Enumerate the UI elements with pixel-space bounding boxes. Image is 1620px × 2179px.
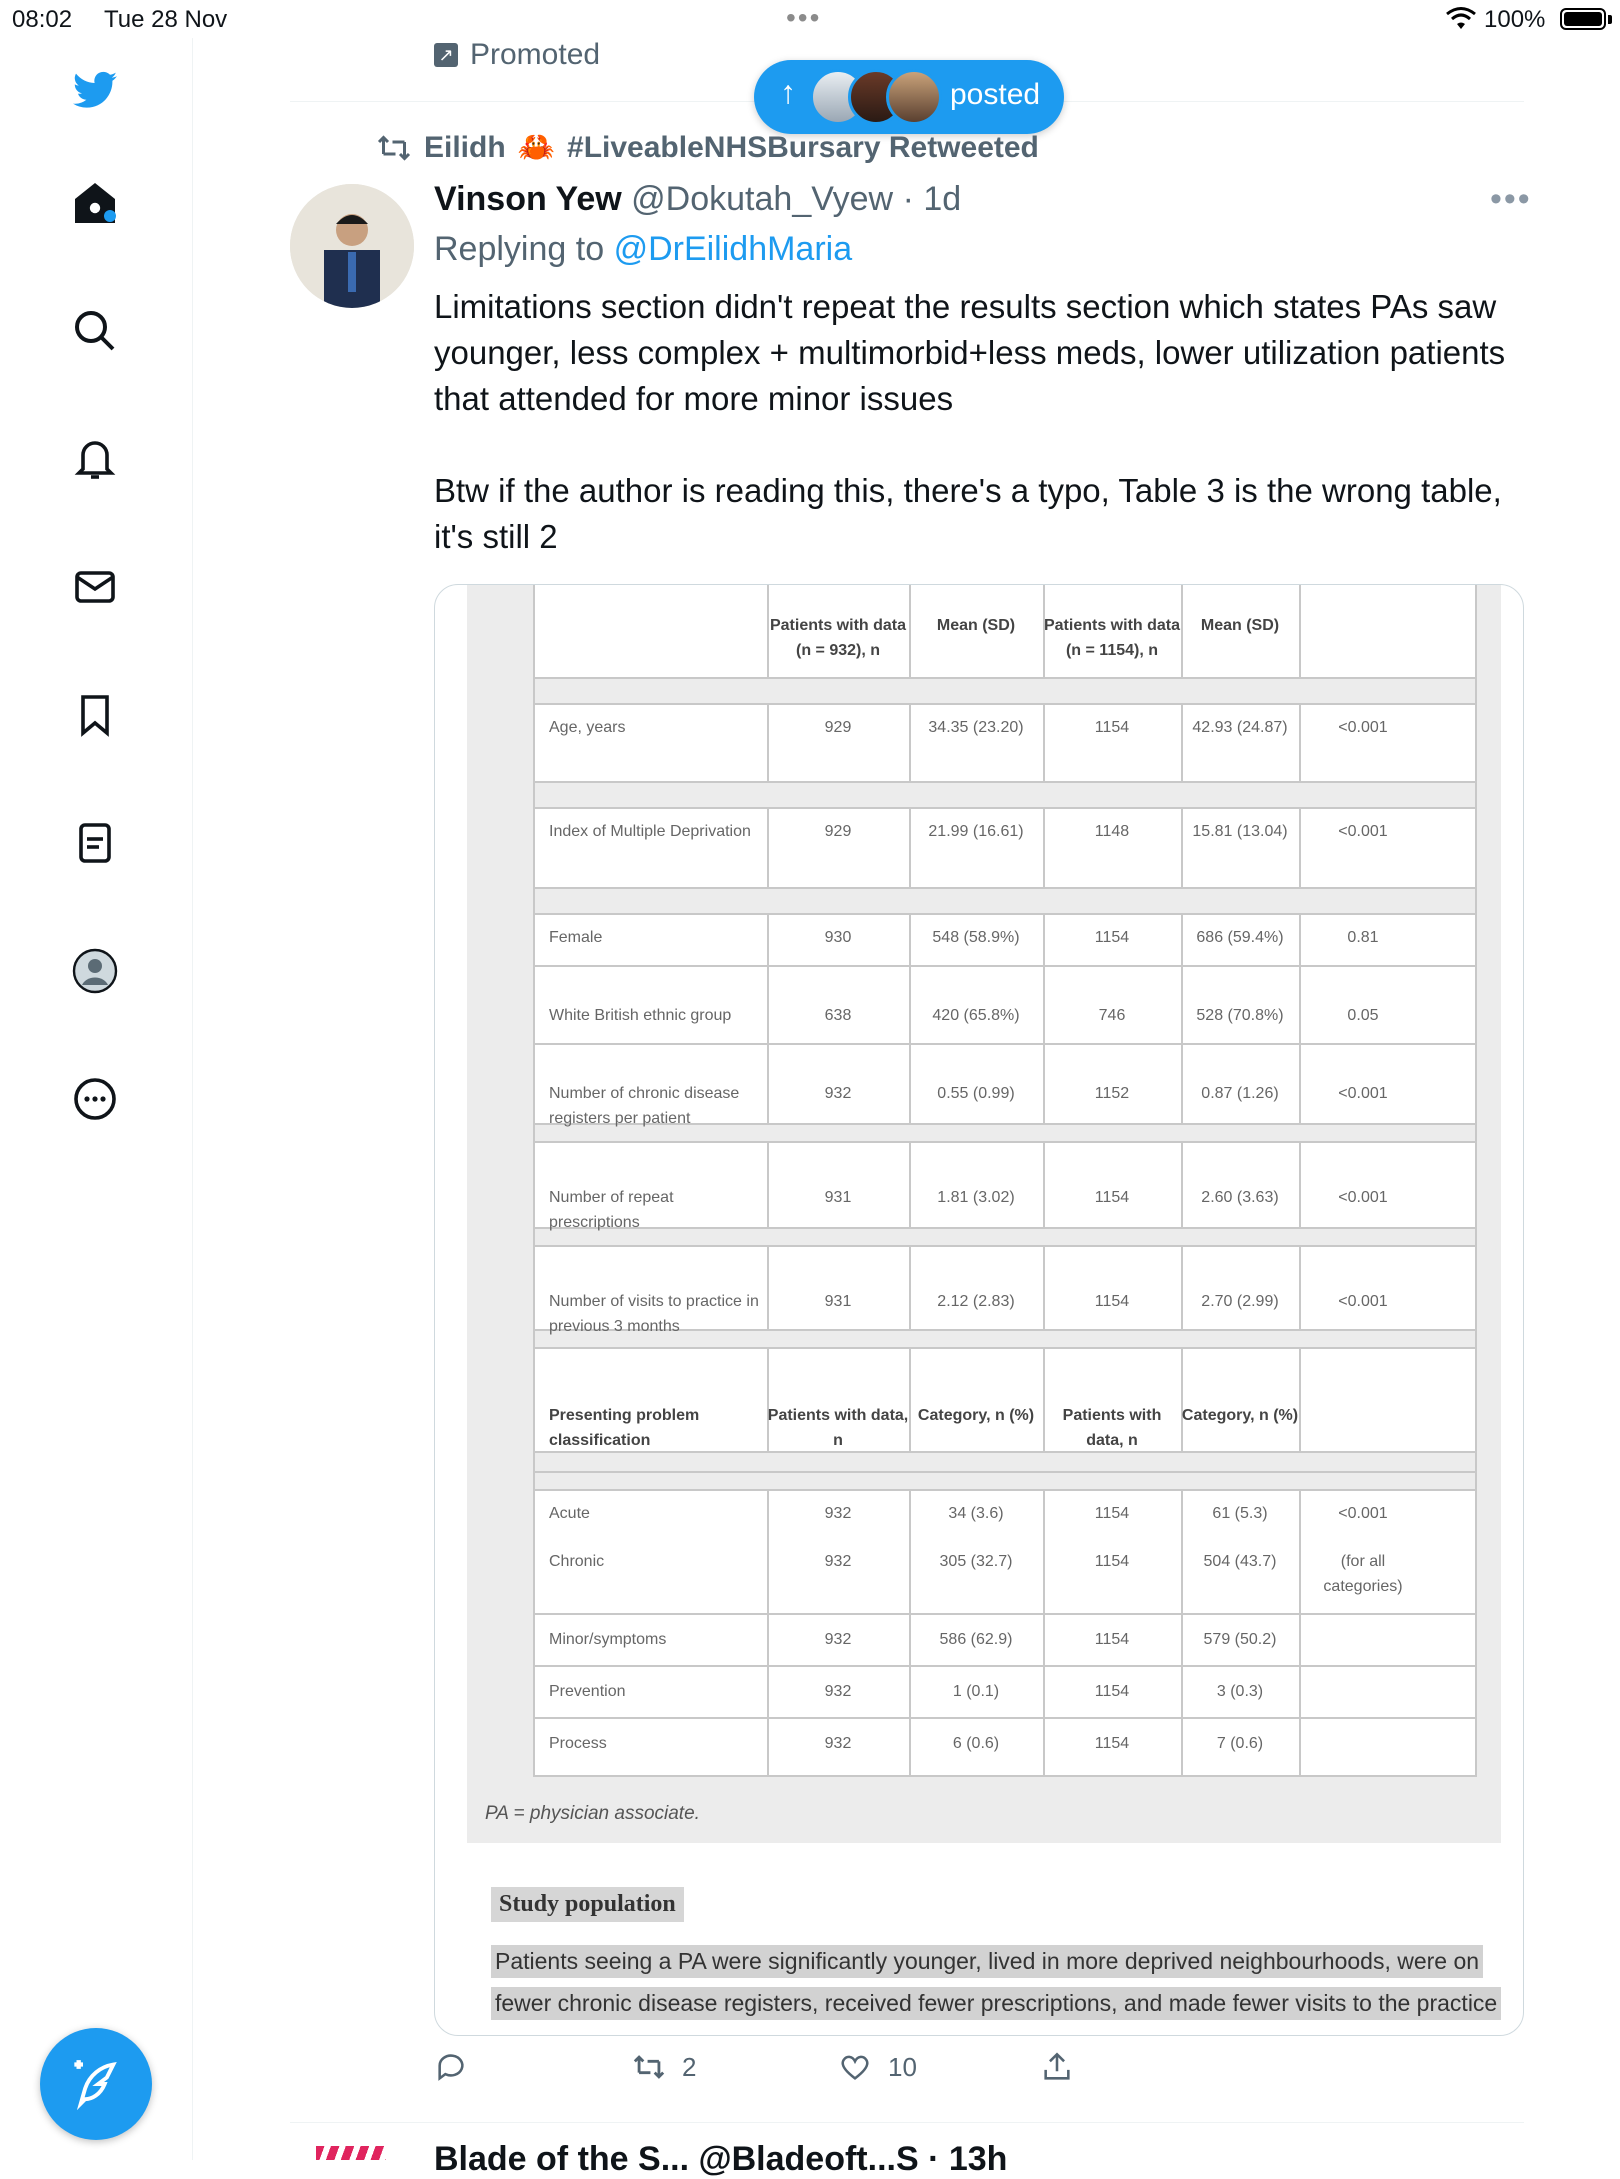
- table-row-line: [535, 1613, 1475, 1615]
- table-cell: 1 (0.1): [952, 1683, 1000, 1700]
- retweeter-name[interactable]: Eilidh: [424, 130, 506, 164]
- battery-icon: [1560, 8, 1606, 30]
- status-time: 08:02: [12, 6, 73, 33]
- table-cell: 1148: [1094, 823, 1130, 840]
- feed-divider: [290, 2122, 1524, 2123]
- new-posts-label: posted: [950, 78, 1041, 111]
- table-cell: 504 (43.7): [1203, 1553, 1277, 1570]
- table-cell: 42.93 (24.87): [1192, 719, 1288, 736]
- table-row-line: [535, 1717, 1475, 1719]
- table-cell: 1154: [1094, 1505, 1130, 1522]
- table-cell: 34 (3.6): [948, 1505, 1004, 1522]
- table-cell: 420 (65.8%): [932, 1007, 1020, 1024]
- table-header-cell: Mean (SD): [936, 617, 1016, 634]
- table-cell: <0.001: [1338, 1505, 1388, 1522]
- tweet-actions: [0, 2050, 1620, 2096]
- table-cell: Female: [549, 929, 603, 946]
- twitter-logo-icon[interactable]: [60, 56, 130, 126]
- tweet-paragraph-1: Limitations section didn't repeat the results section which states PAs saw younger, less complex + multimorbid+less meds, lower utilization patients that attended for more minor issues: [434, 288, 1506, 417]
- wifi-icon: [1446, 6, 1476, 32]
- table-separator: [535, 677, 1475, 705]
- table-cell: 686 (59.4%): [1196, 929, 1284, 946]
- retweet-icon: [376, 133, 412, 163]
- table-cell: 932: [824, 1505, 852, 1522]
- table-image: [533, 585, 1477, 1777]
- tweet-more-icon[interactable]: •••: [1490, 180, 1532, 218]
- battery-nub: [1608, 15, 1612, 24]
- table-cell: <0.001: [1338, 1293, 1388, 1310]
- table-cell: 0.05: [1347, 1007, 1379, 1024]
- lists-icon[interactable]: [60, 808, 130, 878]
- home-notification-dot: [104, 210, 116, 222]
- retweet-button[interactable]: [632, 2050, 696, 2084]
- next-tweet-author[interactable]: Blade of the S... @Bladeoft...S · 13h: [434, 2140, 1008, 2178]
- table-header-cell: Patients with data, n: [1062, 1407, 1162, 1449]
- new-posts-pill[interactable]: [754, 60, 1064, 134]
- table-cell: 929: [824, 719, 852, 736]
- retweet-action-icon: [632, 2050, 666, 2084]
- status-bar: [0, 0, 1620, 38]
- home-icon[interactable]: [60, 168, 130, 238]
- table-cell: 1154: [1094, 1631, 1130, 1648]
- col-line: [1181, 585, 1183, 1777]
- profile-icon[interactable]: [60, 936, 130, 1006]
- table-cell: 34.35 (23.20): [928, 719, 1024, 736]
- table-cell: 929: [824, 823, 852, 840]
- table-cell: 1154: [1094, 1735, 1130, 1752]
- table-cell: 1154: [1094, 929, 1130, 946]
- table-cell: Prevention: [549, 1683, 626, 1700]
- table-cell: Age, years: [549, 719, 626, 736]
- table-cell: Chronic: [549, 1553, 605, 1570]
- table-cell: 1154: [1094, 1553, 1130, 1570]
- table-separator: [535, 887, 1475, 915]
- table-cell: (for all categories): [1323, 1553, 1403, 1595]
- table-cell: 932: [824, 1683, 852, 1700]
- table-header-cell: Category, n (%): [917, 1407, 1035, 1424]
- table-header-cell: Patients with data, n: [767, 1407, 909, 1449]
- table-cell: 0.55 (0.99): [937, 1085, 1015, 1102]
- table-cell: 638: [824, 1007, 852, 1024]
- table-row-line: [535, 1775, 1475, 1777]
- table-cell: 2.70 (2.99): [1201, 1293, 1279, 1310]
- table-cell: 586 (62.9): [939, 1631, 1013, 1648]
- table-footnote: PA = physician associate.: [485, 1803, 700, 1824]
- table-cell: Number of repeat prescriptions: [549, 1189, 674, 1231]
- col-line: [909, 585, 911, 1777]
- table-cell: 0.81: [1347, 929, 1379, 946]
- table-cell: <0.001: [1338, 1189, 1388, 1206]
- study-text-line-2: fewer chronic disease registers, received fewer prescriptions, and made fewer visits to the practice: [491, 1987, 1501, 2020]
- table-cell: 61 (5.3): [1212, 1505, 1268, 1522]
- table-cell: 305 (32.7): [939, 1553, 1013, 1570]
- replying-prefix: Replying to: [434, 230, 605, 268]
- table-cell: <0.001: [1338, 1085, 1388, 1102]
- study-text-line-1: Patients seeing a PA were significantly younger, lived in more deprived neighbourhoods, were on: [491, 1945, 1483, 1978]
- status-date: Tue 28 Nov: [104, 6, 228, 33]
- retweet-suffix: #LiveableNHSBursary Retweeted: [567, 130, 1039, 164]
- table-cell: 7 (0.6): [1216, 1735, 1264, 1752]
- table-cell: 932: [824, 1085, 852, 1102]
- promoted-text: Promoted: [470, 38, 601, 71]
- promoted-icon: ↗: [434, 43, 458, 67]
- reply-button[interactable]: [434, 2050, 484, 2084]
- table-row-line: [535, 1043, 1475, 1045]
- tweet-body: [434, 284, 1514, 560]
- table-cell: 528 (70.8%): [1196, 1007, 1284, 1024]
- search-icon[interactable]: [60, 296, 130, 366]
- table-row-line: [535, 1665, 1475, 1667]
- like-button[interactable]: [838, 2050, 917, 2084]
- table-cell: 579 (50.2): [1203, 1631, 1277, 1648]
- table-cell: 1154: [1094, 719, 1130, 736]
- messages-icon[interactable]: [60, 552, 130, 622]
- table-cell: 3 (0.3): [1216, 1683, 1264, 1700]
- next-tweet-avatar[interactable]: [316, 2146, 386, 2160]
- arrow-up-icon: ↑: [780, 74, 796, 110]
- table-cell: 1.81 (3.02): [937, 1189, 1015, 1206]
- retweet-count: 2: [682, 2051, 697, 2082]
- table-separator: [535, 781, 1475, 809]
- replying-to: [434, 230, 852, 269]
- table-header-cell: Mean (SD): [1200, 617, 1280, 634]
- table-cell: Minor/symptoms: [549, 1631, 667, 1648]
- table-cell: 1154: [1094, 1683, 1130, 1700]
- table-cell: 746: [1098, 1007, 1126, 1024]
- table-cell: 1152: [1094, 1085, 1130, 1102]
- reply-icon: [434, 2050, 468, 2084]
- table-header-cell: Category, n (%): [1181, 1407, 1299, 1424]
- tweet-author-line: [434, 180, 961, 219]
- tweet-time[interactable]: · 1d: [902, 180, 962, 218]
- notifications-icon[interactable]: [60, 424, 130, 494]
- col-line: [1043, 585, 1045, 1777]
- table-cell: 931: [824, 1189, 852, 1206]
- promoted-label: [434, 38, 600, 72]
- replying-to-link[interactable]: @DrEilidhMaria: [613, 230, 853, 268]
- table-cell: 931: [824, 1293, 852, 1310]
- like-count: 10: [888, 2051, 917, 2082]
- table-cell: 15.81 (13.04): [1192, 823, 1288, 840]
- study-population-heading: Study population: [491, 1887, 684, 1922]
- table-cell: <0.001: [1338, 823, 1388, 840]
- table-cell: 0.87 (1.26): [1201, 1085, 1279, 1102]
- crab-emoji: 🦀: [517, 131, 556, 164]
- retweet-context: [376, 130, 1039, 165]
- table-cell: 2.60 (3.63): [1201, 1189, 1279, 1206]
- table-cell: 930: [824, 929, 852, 946]
- table-header-cell: Patients with data (n = 1154), n: [1043, 617, 1181, 659]
- table-cell: White British ethnic group: [549, 1007, 732, 1024]
- table-header-cell: Presenting problem classification: [549, 1407, 700, 1449]
- multitask-dots-icon[interactable]: •••: [786, 2, 822, 33]
- table-cell: 2.12 (2.83): [937, 1293, 1015, 1310]
- bookmarks-icon[interactable]: [60, 680, 130, 750]
- table-row-line: [535, 965, 1475, 967]
- table-header-cell: Patients with data (n = 932), n: [769, 617, 907, 659]
- table-separator: [535, 1471, 1475, 1491]
- table-cell: 1154: [1094, 1189, 1130, 1206]
- table-cell: 932: [824, 1553, 852, 1570]
- table-cell: 932: [824, 1631, 852, 1648]
- table-cell: 932: [824, 1735, 852, 1752]
- table-cell: Number of visits to practice in previous 3 months: [549, 1293, 759, 1335]
- table-cell: Index of Multiple Deprivation: [549, 823, 751, 840]
- tweet-media-image[interactable]: [434, 584, 1524, 2036]
- table-cell: 21.99 (16.61): [928, 823, 1024, 840]
- battery-percent: 100%: [1484, 6, 1546, 33]
- share-button[interactable]: [1040, 2050, 1074, 2084]
- table-cell: Process: [549, 1735, 607, 1752]
- table-cell: 6 (0.6): [952, 1735, 1000, 1752]
- heart-icon: [838, 2050, 872, 2084]
- author-avatar[interactable]: [290, 184, 414, 308]
- pill-avatar-3: [886, 69, 942, 125]
- more-icon[interactable]: [60, 1064, 130, 1134]
- table-cell: Acute: [549, 1505, 590, 1522]
- tweet-paragraph-2: Btw if the author is reading this, there's a typo, Table 3 is the wrong table, it's still 2: [434, 472, 1502, 555]
- sidebar: [0, 38, 193, 2160]
- table-cell: Number of chronic disease registers per patient: [549, 1085, 740, 1127]
- author-name[interactable]: Vinson Yew: [434, 180, 622, 218]
- author-handle[interactable]: @Dokutah_Vyew: [631, 180, 894, 218]
- table-cell: 1154: [1094, 1293, 1130, 1310]
- share-icon: [1040, 2050, 1074, 2084]
- table-cell: <0.001: [1338, 719, 1388, 736]
- table-cell: 548 (58.9%): [932, 929, 1020, 946]
- col-line: [767, 585, 769, 1777]
